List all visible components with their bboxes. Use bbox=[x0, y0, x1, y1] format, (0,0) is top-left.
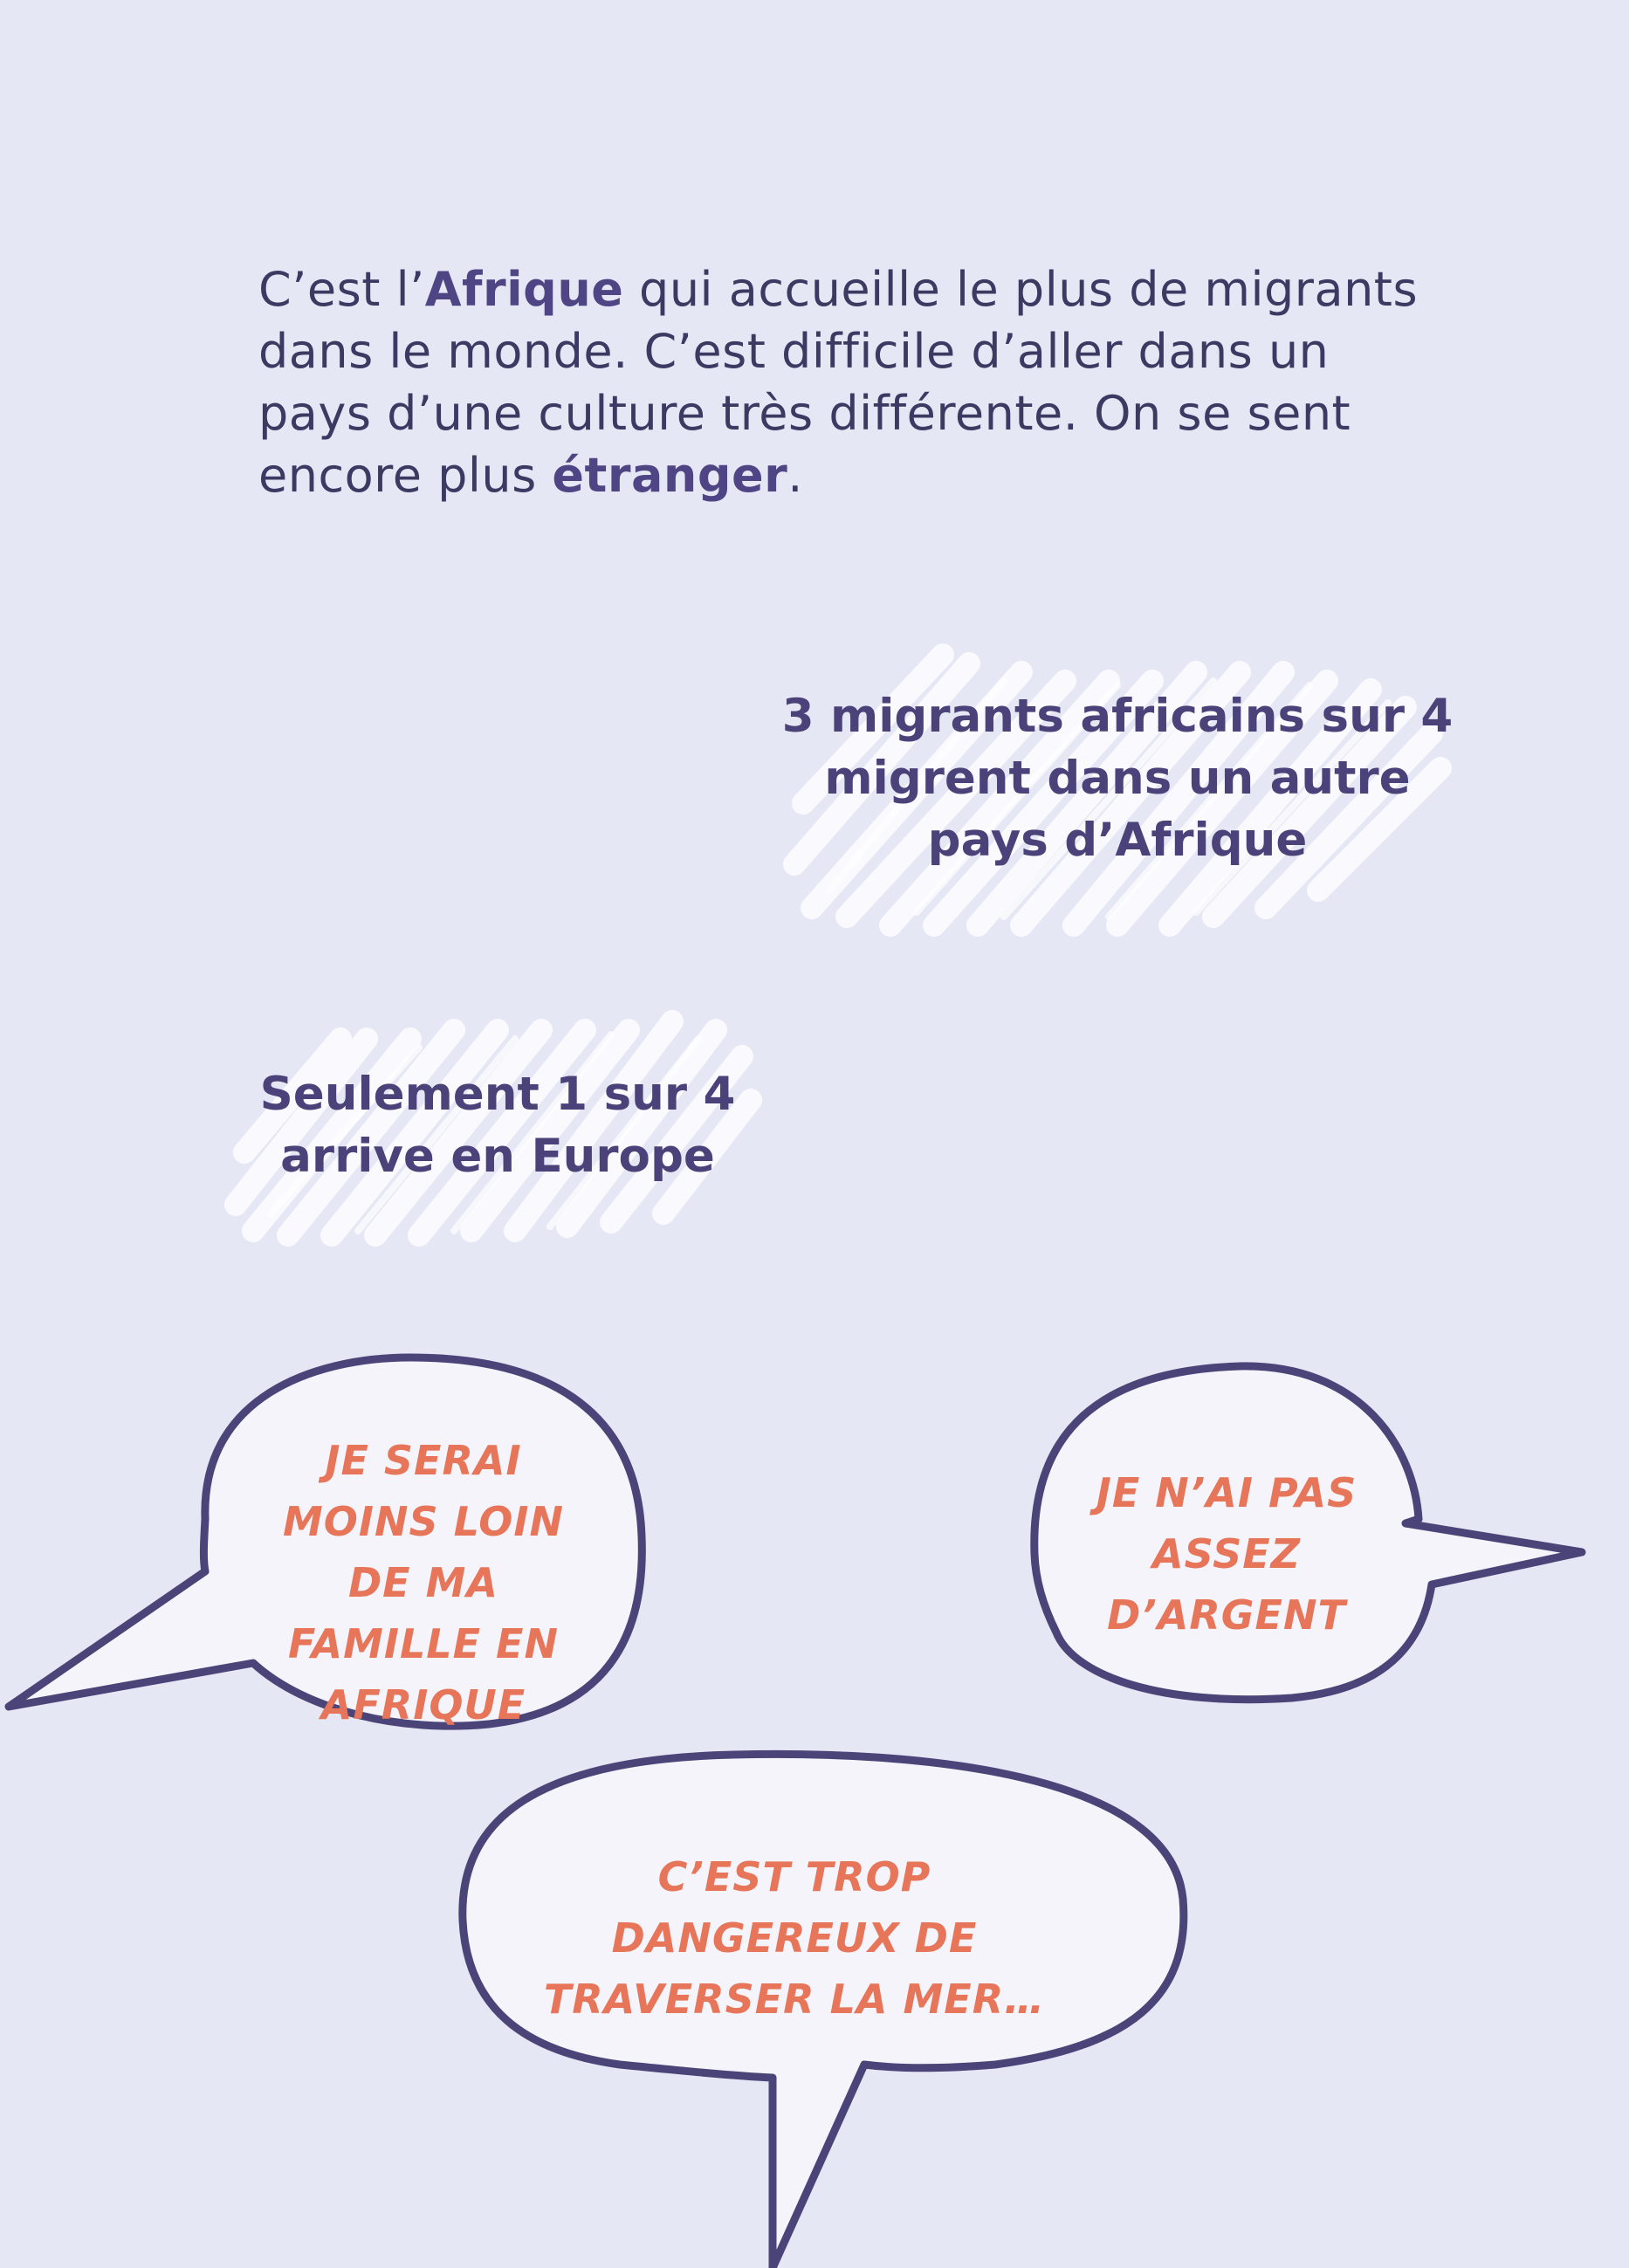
intro-text-2: qui accueille le plus de migrants dans le monde. C’est difficile d’aller dans un pays d’une culture très différente. On se sent encore plus bbox=[258, 262, 1419, 503]
highlight-afrique: Afrique bbox=[424, 262, 624, 317]
intro-text-1: C’est l’ bbox=[258, 262, 425, 317]
stat-europe-arrival: Seulement 1 sur 4 arrive en Europe bbox=[259, 1068, 736, 1183]
highlight-etranger: étranger bbox=[552, 448, 788, 503]
quote-danger: C’EST TROP DANGEREUX DE TRAVERSER LA MER… bbox=[543, 1853, 1046, 2023]
quote-family: JE SERAI MOINS LOIN DE MA FAMILLE EN AFRIQUE bbox=[282, 1437, 565, 1728]
intro-text-3: . bbox=[787, 448, 803, 503]
quote-money: JE N’AI PAS ASSEZ D’ARGENT bbox=[1096, 1469, 1358, 1639]
stat-africa-migration: 3 migrants africains sur 4 migrent dans un autre pays d’Afrique bbox=[781, 690, 1454, 867]
